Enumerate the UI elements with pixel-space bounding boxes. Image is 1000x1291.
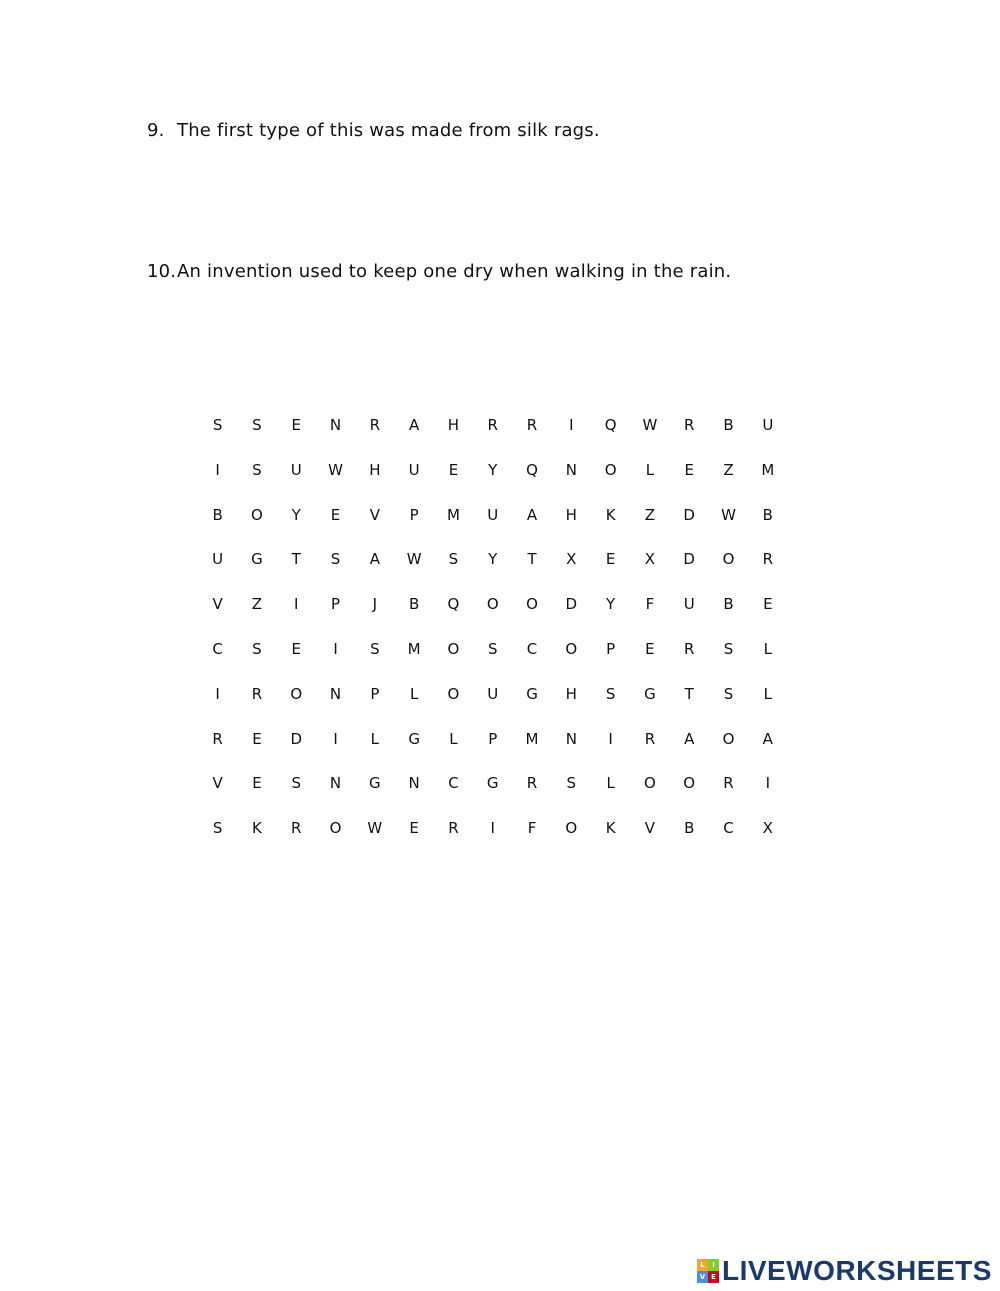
grid-letter[interactable]: I bbox=[215, 684, 220, 703]
grid-letter[interactable]: A bbox=[762, 729, 773, 748]
grid-letter[interactable]: R bbox=[212, 729, 223, 748]
grid-letter[interactable]: R bbox=[526, 774, 538, 793]
grid-letter[interactable]: D bbox=[683, 550, 695, 569]
grid-letter[interactable]: S bbox=[370, 639, 380, 658]
grid-letter[interactable]: O bbox=[644, 774, 656, 793]
grid-letter[interactable]: T bbox=[291, 550, 301, 569]
grid-letter[interactable]: Y bbox=[488, 460, 498, 479]
logo-mark-cell: V bbox=[697, 1271, 708, 1283]
grid-letter[interactable]: V bbox=[644, 819, 656, 838]
grid-row bbox=[198, 455, 787, 500]
grid-letter[interactable]: B bbox=[684, 819, 695, 838]
grid-letter[interactable]: V bbox=[212, 595, 223, 614]
grid-letter[interactable]: O bbox=[722, 729, 735, 748]
grid-letter[interactable]: K bbox=[605, 819, 616, 838]
grid-letter[interactable]: O bbox=[447, 639, 460, 658]
grid-letter[interactable]: U bbox=[762, 416, 774, 434]
grid-letter[interactable]: G bbox=[408, 729, 420, 748]
grid-letter[interactable]: E bbox=[330, 505, 341, 524]
grid-letter[interactable]: C bbox=[212, 639, 223, 658]
grid-letter[interactable]: U bbox=[487, 505, 499, 524]
grid-letter[interactable]: O bbox=[251, 505, 263, 524]
grid-letter[interactable]: S bbox=[212, 819, 223, 838]
word-search-grid bbox=[198, 410, 787, 858]
grid-letter[interactable]: Z bbox=[644, 505, 656, 524]
logo-mark-icon bbox=[697, 1259, 719, 1283]
grid-letter[interactable]: L bbox=[370, 729, 380, 748]
grid-letter[interactable]: W bbox=[367, 819, 383, 838]
grid-letter[interactable]: K bbox=[252, 819, 262, 838]
grid-letter[interactable]: M bbox=[446, 505, 460, 524]
grid-letter[interactable]: S bbox=[212, 416, 223, 434]
grid-letter[interactable]: P bbox=[331, 595, 341, 614]
grid-letter[interactable]: S bbox=[252, 639, 262, 658]
logo-mark-cell: I bbox=[708, 1259, 719, 1271]
grid-letter[interactable]: N bbox=[565, 460, 577, 479]
grid-letter[interactable]: L bbox=[449, 729, 458, 748]
grid-letter[interactable]: C bbox=[526, 639, 538, 658]
grid-letter[interactable]: S bbox=[330, 550, 341, 569]
grid-letter[interactable]: N bbox=[329, 684, 342, 703]
clue-10 bbox=[147, 261, 731, 282]
grid-letter[interactable]: X bbox=[762, 819, 773, 838]
grid-letter[interactable]: Z bbox=[723, 460, 734, 479]
grid-letter[interactable]: I bbox=[569, 416, 574, 434]
grid-letter[interactable]: U bbox=[290, 460, 302, 479]
grid-letter[interactable]: W bbox=[642, 416, 658, 434]
grid-letter[interactable]: M bbox=[525, 729, 539, 748]
grid-letter[interactable]: I bbox=[333, 639, 338, 658]
grid-letter[interactable]: O bbox=[290, 684, 303, 703]
grid-letter[interactable]: P bbox=[409, 505, 419, 524]
grid-letter[interactable]: O bbox=[565, 819, 578, 838]
grid-letter[interactable]: O bbox=[683, 774, 696, 793]
logo-mark-cell: L bbox=[697, 1259, 708, 1271]
grid-letter[interactable]: O bbox=[526, 595, 538, 614]
grid-letter[interactable]: E bbox=[252, 729, 262, 748]
grid-letter[interactable]: R bbox=[369, 416, 381, 434]
grid-letter[interactable]: R bbox=[723, 774, 734, 793]
grid-letter[interactable]: L bbox=[763, 639, 772, 658]
grid-letter[interactable]: O bbox=[604, 460, 617, 479]
grid-letter[interactable]: Y bbox=[291, 505, 301, 524]
grid-letter[interactable]: K bbox=[605, 505, 616, 524]
grid-letter[interactable]: A bbox=[526, 505, 538, 524]
grid-letter[interactable]: A bbox=[684, 729, 695, 748]
grid-letter[interactable]: X bbox=[644, 550, 656, 569]
grid-letter[interactable]: C bbox=[723, 819, 734, 838]
grid-letter[interactable]: R bbox=[762, 550, 774, 569]
grid-letter[interactable]: R bbox=[683, 416, 695, 434]
grid-letter[interactable]: S bbox=[252, 460, 262, 479]
grid-letter[interactable]: B bbox=[723, 416, 734, 434]
grid-row bbox=[198, 410, 787, 455]
grid-letter[interactable]: G bbox=[644, 684, 656, 703]
grid-letter[interactable]: G bbox=[526, 684, 538, 703]
grid-letter[interactable]: Q bbox=[447, 595, 460, 614]
grid-letter[interactable]: M bbox=[761, 460, 775, 479]
grid-letter[interactable]: R bbox=[683, 639, 695, 658]
grid-letter[interactable]: S bbox=[605, 684, 616, 703]
grid-letter[interactable]: V bbox=[212, 774, 223, 793]
grid-letter[interactable]: W bbox=[721, 505, 736, 524]
grid-letter[interactable]: Q bbox=[526, 460, 538, 479]
grid-letter[interactable]: L bbox=[606, 774, 615, 793]
grid-letter[interactable]: D bbox=[565, 595, 578, 614]
grid-letter[interactable]: H bbox=[565, 684, 577, 703]
grid-letter[interactable]: I bbox=[215, 460, 220, 479]
grid-letter[interactable]: H bbox=[565, 505, 577, 524]
grid-letter[interactable]: R bbox=[526, 416, 538, 434]
grid-letter[interactable]: T bbox=[684, 684, 694, 703]
grid-letter[interactable]: O bbox=[447, 684, 460, 703]
grid-letter[interactable]: S bbox=[291, 774, 301, 793]
grid-letter[interactable]: Q bbox=[604, 416, 617, 434]
grid-letter[interactable]: H bbox=[369, 460, 381, 479]
grid-letter[interactable]: P bbox=[488, 729, 498, 748]
grid-letter[interactable]: N bbox=[329, 774, 342, 793]
grid-letter[interactable]: N bbox=[565, 729, 577, 748]
grid-letter[interactable]: T bbox=[527, 550, 537, 569]
grid-letter[interactable]: G bbox=[251, 550, 263, 569]
grid-letter[interactable]: Y bbox=[606, 595, 616, 614]
clue-text: The first type of this was made from silk rags. bbox=[177, 120, 600, 141]
grid-letter[interactable]: S bbox=[723, 684, 734, 703]
grid-letter[interactable]: N bbox=[329, 416, 342, 434]
grid-letter[interactable]: S bbox=[487, 639, 498, 658]
liveworksheets-logo bbox=[697, 1256, 992, 1286]
grid-letter[interactable]: N bbox=[408, 774, 420, 793]
grid-letter[interactable]: O bbox=[329, 819, 342, 838]
grid-letter[interactable]: G bbox=[486, 774, 499, 793]
grid-letter[interactable]: I bbox=[294, 595, 299, 614]
grid-letter[interactable]: I bbox=[608, 729, 613, 748]
grid-row bbox=[198, 813, 787, 858]
grid-letter[interactable]: U bbox=[408, 460, 420, 479]
grid-letter[interactable]: L bbox=[409, 684, 419, 703]
clue-9 bbox=[147, 120, 600, 141]
grid-letter[interactable]: P bbox=[606, 639, 616, 658]
grid-letter[interactable]: A bbox=[409, 416, 420, 434]
grid-letter[interactable]: H bbox=[447, 416, 460, 434]
clue-text: An invention used to keep one dry when walking in the rain. bbox=[177, 261, 732, 282]
grid-letter[interactable]: B bbox=[212, 505, 223, 524]
grid-letter[interactable]: S bbox=[566, 774, 577, 793]
grid-letter[interactable]: E bbox=[645, 639, 655, 658]
grid-letter[interactable]: D bbox=[290, 729, 303, 748]
grid-letter[interactable]: F bbox=[645, 595, 655, 614]
grid-letter[interactable]: E bbox=[605, 550, 616, 569]
grid-letter[interactable]: S bbox=[448, 550, 459, 569]
grid-row bbox=[198, 634, 787, 679]
grid-letter[interactable]: R bbox=[448, 819, 459, 838]
grid-letter[interactable]: S bbox=[252, 416, 262, 434]
grid-letter[interactable]: J bbox=[372, 595, 378, 614]
grid-letter[interactable]: U bbox=[487, 684, 499, 703]
grid-letter[interactable]: O bbox=[565, 639, 578, 658]
grid-letter[interactable]: E bbox=[291, 416, 301, 434]
grid-letter[interactable]: U bbox=[683, 595, 695, 614]
clue-number: 10. bbox=[147, 261, 177, 282]
grid-letter[interactable]: R bbox=[487, 416, 498, 434]
grid-letter[interactable]: I bbox=[765, 774, 771, 793]
grid-letter[interactable]: L bbox=[763, 684, 772, 703]
grid-letter[interactable]: X bbox=[566, 550, 577, 569]
grid-letter[interactable]: C bbox=[448, 774, 459, 793]
grid-letter[interactable]: R bbox=[251, 684, 263, 703]
grid-letter[interactable]: W bbox=[328, 460, 343, 479]
grid-letter[interactable]: F bbox=[527, 819, 537, 838]
grid-letter[interactable]: Y bbox=[488, 550, 498, 569]
logo-mark-cell: E bbox=[708, 1271, 719, 1283]
grid-letter[interactable]: O bbox=[486, 595, 499, 614]
grid-letter[interactable]: R bbox=[291, 819, 302, 838]
grid-row bbox=[198, 768, 787, 813]
grid-letter[interactable]: B bbox=[762, 505, 773, 524]
grid-letter[interactable]: V bbox=[369, 505, 380, 524]
grid-letter[interactable]: G bbox=[369, 774, 381, 793]
grid-letter[interactable]: O bbox=[722, 550, 735, 569]
grid-letter[interactable]: B bbox=[408, 595, 420, 614]
grid-letter[interactable]: A bbox=[369, 550, 380, 569]
grid-letter[interactable]: E bbox=[291, 639, 301, 658]
grid-letter[interactable]: Z bbox=[251, 595, 263, 614]
grid-row bbox=[198, 724, 787, 769]
grid-letter[interactable]: D bbox=[683, 505, 695, 524]
grid-letter[interactable]: E bbox=[252, 774, 262, 793]
grid-letter[interactable]: E bbox=[684, 460, 694, 479]
grid-letter[interactable]: I bbox=[490, 819, 495, 838]
grid-row bbox=[198, 679, 787, 724]
grid-letter[interactable]: E bbox=[448, 460, 459, 479]
grid-row bbox=[198, 500, 787, 545]
grid-letter[interactable]: I bbox=[333, 729, 338, 748]
grid-letter[interactable]: W bbox=[406, 550, 422, 569]
grid-row bbox=[198, 544, 787, 589]
clue-number: 9. bbox=[147, 120, 165, 141]
grid-row bbox=[198, 589, 787, 634]
grid-letter[interactable]: B bbox=[723, 595, 734, 614]
grid-letter[interactable]: E bbox=[409, 819, 419, 838]
logo-text: LIVEWORKSHEETS bbox=[722, 1255, 992, 1286]
grid-letter[interactable]: S bbox=[723, 639, 734, 658]
grid-letter[interactable]: U bbox=[212, 550, 224, 569]
grid-letter[interactable]: M bbox=[407, 639, 421, 658]
grid-letter[interactable]: L bbox=[645, 460, 655, 479]
grid-letter[interactable]: R bbox=[644, 729, 656, 748]
grid-letter[interactable]: P bbox=[370, 684, 380, 703]
grid-letter[interactable]: E bbox=[763, 595, 773, 614]
